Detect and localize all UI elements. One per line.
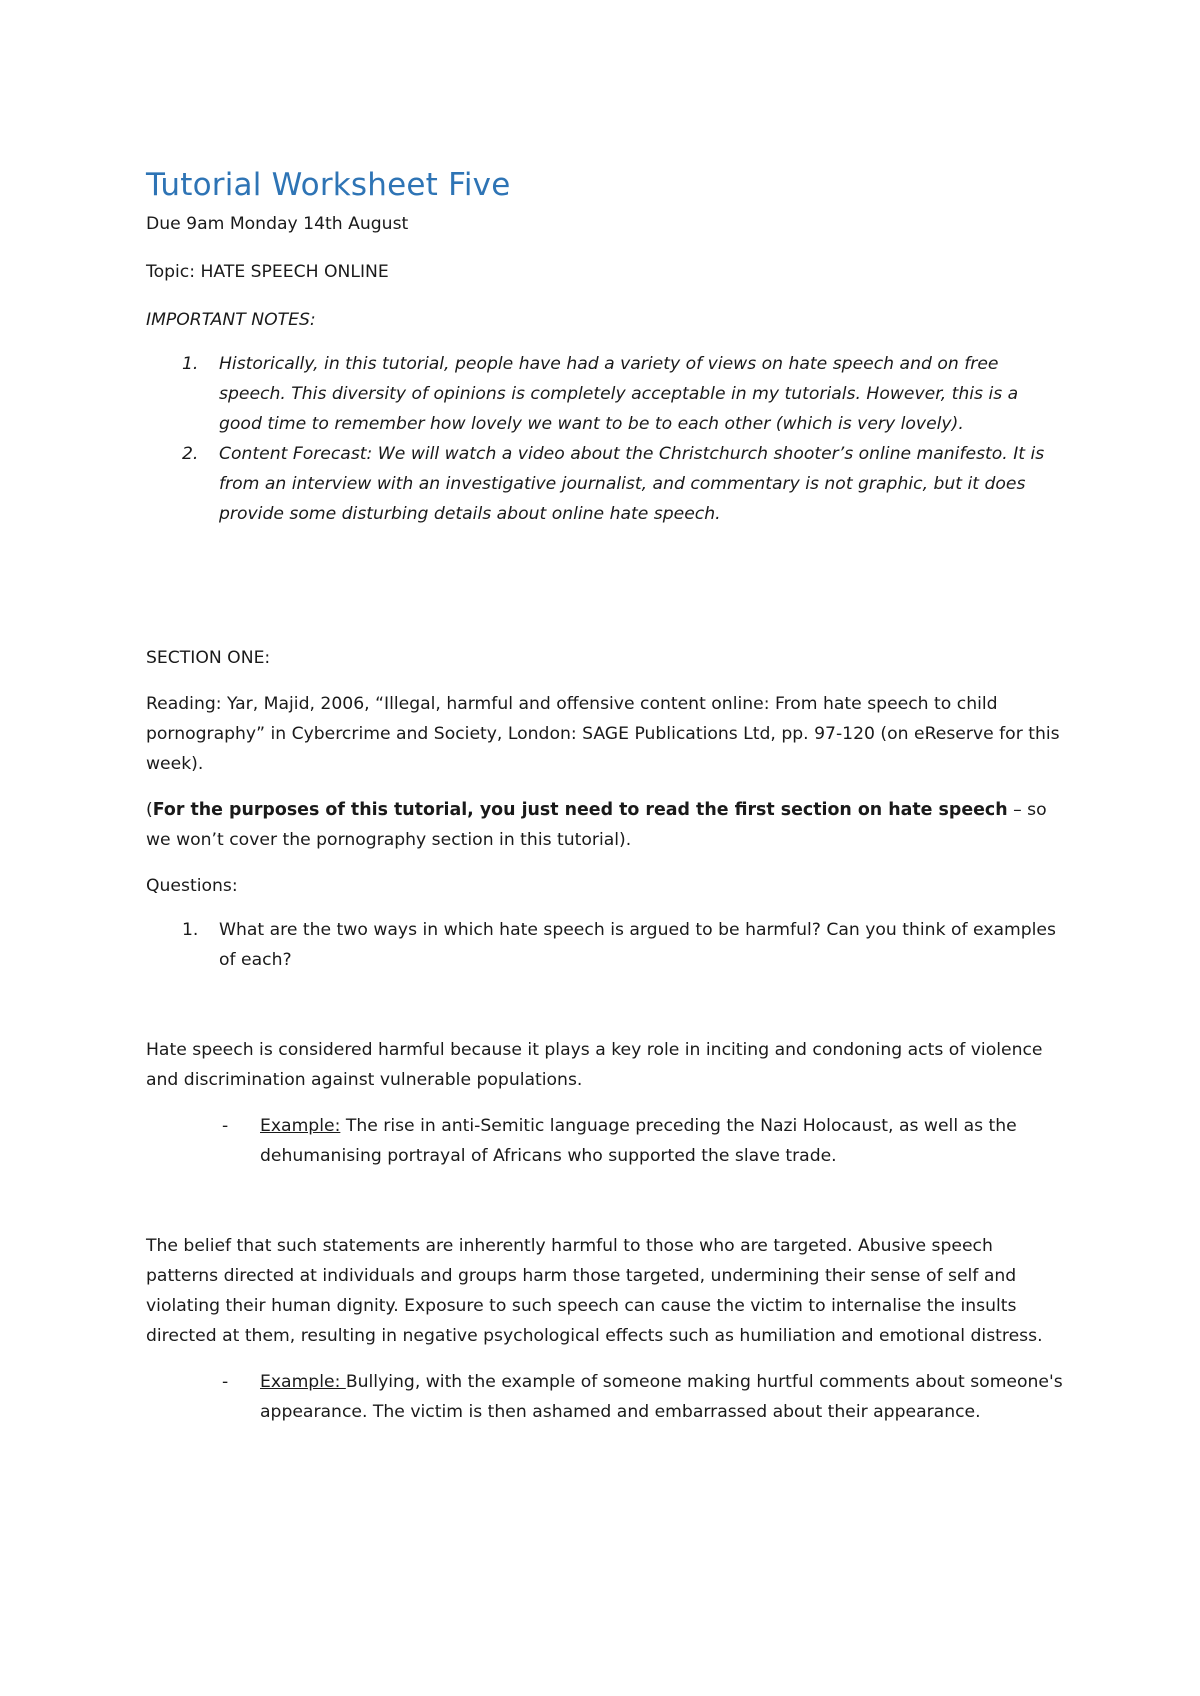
list-item <box>146 915 1066 975</box>
section-heading: SECTION ONE: <box>146 648 271 668</box>
list-text: Historically, in this tutorial, people have had a variety of views on hate speech and on free speech. This diversity of opinions is completely acceptable in my tutorials. However, this is a good time to remember how lovely we want to be to each other (which is very lovely). <box>219 354 1019 434</box>
example-list <box>146 1367 1066 1427</box>
important-notes-list <box>146 349 1066 529</box>
questions-heading: Questions: <box>146 876 238 896</box>
list-item <box>146 349 1066 439</box>
page-title: Tutorial Worksheet Five <box>146 167 511 203</box>
reading-instruction <box>146 795 1066 855</box>
list-number: 1. <box>182 354 199 374</box>
list-text: What are the two ways in which hate speech is argued to be harmful? Can you think of examples of each? <box>219 920 1056 970</box>
example-text: The rise in anti-Semitic language preceding the Nazi Holocaust, as well as the dehumanising portrayal of Africans who supported the slave trade. <box>260 1116 1017 1166</box>
list-number: 2. <box>182 444 199 464</box>
important-notes-heading: IMPORTANT NOTES: <box>146 310 316 330</box>
open-paren: ( <box>146 800 153 820</box>
questions-list <box>146 915 1066 975</box>
example-label: Example: <box>260 1116 341 1136</box>
due-date: Due 9am Monday 14th August <box>146 214 409 234</box>
example-text: Bullying, with the example of someone making hurtful comments about someone's appearance. The victim is then ashamed and embarrassed about their appearance. <box>260 1372 1063 1422</box>
example-label: Example: <box>260 1372 346 1392</box>
example-list <box>146 1111 1066 1171</box>
list-text: Content Forecast: We will watch a video about the Christchurch shooter’s online manifesto. It is from an interview with an investigative journalist, and commentary is not graphic, but it does provide some disturbing details about online hate speech. <box>219 444 1045 524</box>
dash-bullet: - <box>222 1372 229 1392</box>
answer-paragraph: The belief that such statements are inherently harmful to those who are targeted. Abusive speech patterns directed at individuals and groups harm those targeted, undermining their sense of self and violating their human dignity. Exposure to such speech can cause the victim to internalise the insults directed at them, resulting in negative psychological effects such as humiliation and emotional distress. <box>146 1236 1043 1346</box>
list-item <box>146 439 1066 529</box>
reading-citation: Reading: Yar, Majid, 2006, “Illegal, harmful and offensive content online: From hate speech to child pornography” in Cybercrime and Society, London: SAGE Publications Ltd, pp. 97-120 (on eReserve for this week). <box>146 694 1060 774</box>
instruction-rest: – so we won’t cover the pornography section in this tutorial). <box>146 800 1047 850</box>
list-number: 1. <box>182 920 199 940</box>
document-page <box>146 165 1066 1427</box>
answer-paragraph: Hate speech is considered harmful because it plays a key role in inciting and condoning acts of violence and discrimination against vulnerable populations. <box>146 1040 1043 1090</box>
instruction-bold: For the purposes of this tutorial, you just need to read the first section on hate speech <box>152 800 1008 820</box>
list-item <box>146 1111 1066 1171</box>
topic-line: Topic: HATE SPEECH ONLINE <box>146 262 389 282</box>
dash-bullet: - <box>222 1116 229 1136</box>
list-item <box>146 1367 1066 1427</box>
